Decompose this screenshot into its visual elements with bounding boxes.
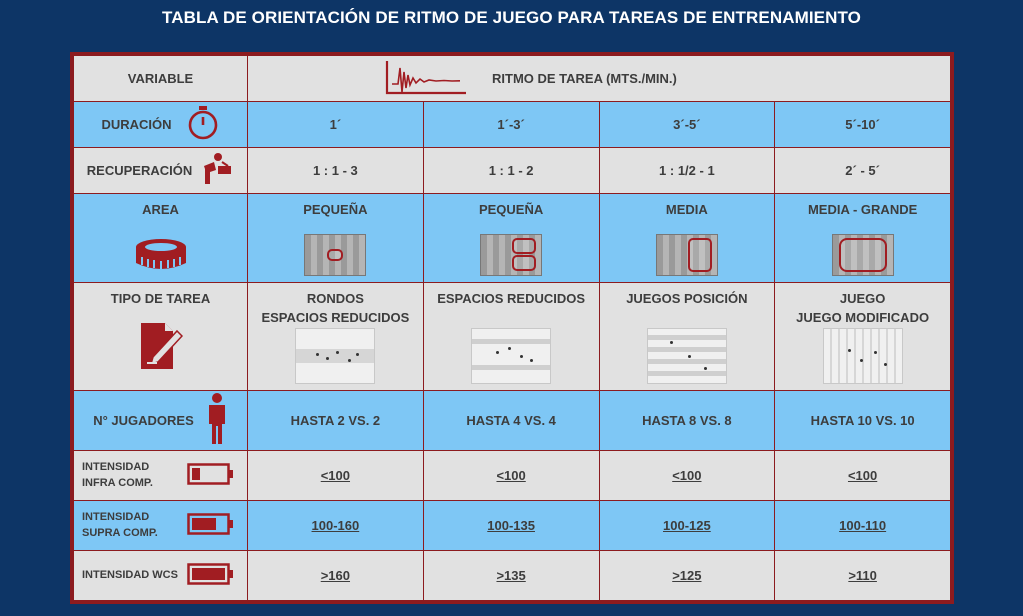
recuperacion-value: 1 : 1 - 2 bbox=[423, 148, 599, 194]
duracion-label-cell bbox=[74, 102, 248, 148]
header-variable-label: VARIABLE bbox=[127, 71, 194, 87]
field-small-double-icon bbox=[480, 234, 542, 276]
infra-label: INTENSIDAD INFRA COMP. bbox=[82, 461, 153, 490]
area-label: AREA bbox=[142, 202, 179, 218]
battery-full-icon bbox=[187, 562, 235, 589]
infra-value: <100 bbox=[423, 450, 599, 500]
recuperacion-label-cell bbox=[74, 148, 248, 194]
area-cell bbox=[775, 194, 951, 283]
header-ritmo-cell bbox=[248, 56, 951, 102]
drill-posicion-image bbox=[647, 328, 727, 384]
field-large-icon bbox=[832, 234, 894, 276]
field-small-icon bbox=[304, 234, 366, 276]
tipo-cell bbox=[423, 283, 599, 390]
infra-label-cell bbox=[74, 450, 248, 500]
jugadores-label-cell bbox=[74, 390, 248, 450]
stopwatch-icon bbox=[186, 105, 220, 144]
wcs-label: INTENSIDAD WCS bbox=[82, 569, 178, 582]
jugadores-value: HASTA 2 VS. 2 bbox=[248, 390, 424, 450]
recuperacion-value: 1 : 1 - 3 bbox=[248, 148, 424, 194]
drill-rondo-image bbox=[295, 328, 375, 384]
page-title: TABLA DE ORIENTACIÓN DE RITMO DE JUEGO PARA TAREAS DE ENTRENAMIENTO bbox=[161, 8, 861, 27]
stadium-icon bbox=[134, 237, 188, 276]
tipo-value: JUEGO MODIFICADO bbox=[796, 310, 930, 326]
duracion-label: DURACIÓN bbox=[101, 117, 172, 133]
recuperacion-value: 2´ - 5´ bbox=[775, 148, 951, 194]
tipo-label: TIPO DE TAREA bbox=[110, 291, 211, 307]
jugadores-value: HASTA 10 VS. 10 bbox=[775, 390, 951, 450]
tipo-value: RONDOS bbox=[306, 291, 364, 307]
wcs-value: >160 bbox=[248, 550, 424, 600]
area-value: PEQUEÑA bbox=[303, 202, 368, 218]
jugadores-label: N° JUGADORES bbox=[93, 412, 194, 428]
supra-label-cell bbox=[74, 500, 248, 550]
tipo-value: ESPACIOS REDUCIDOS bbox=[261, 310, 410, 326]
orientation-table bbox=[70, 52, 954, 604]
area-value: MEDIA bbox=[665, 202, 708, 218]
jugadores-value: HASTA 8 VS. 8 bbox=[599, 390, 775, 450]
duracion-value: 1´ bbox=[248, 102, 424, 148]
infra-value: <100 bbox=[775, 450, 951, 500]
drill-juego-image bbox=[823, 328, 903, 384]
drill-espacios-image bbox=[471, 328, 551, 384]
field-medium-icon bbox=[656, 234, 718, 276]
header-variable-cell bbox=[74, 56, 248, 102]
tipo-label-cell bbox=[74, 283, 248, 390]
duracion-value: 3´-5´ bbox=[599, 102, 775, 148]
waveform-icon bbox=[384, 58, 468, 99]
supra-value: 100-125 bbox=[599, 500, 775, 550]
battery-medium-icon bbox=[187, 512, 235, 539]
supra-value: 100-135 bbox=[423, 500, 599, 550]
battery-low-icon bbox=[187, 462, 235, 489]
wcs-value: >125 bbox=[599, 550, 775, 600]
resting-person-icon bbox=[200, 152, 234, 189]
recuperacion-label: RECUPERACIÓN bbox=[86, 163, 193, 179]
infra-value: <100 bbox=[248, 450, 424, 500]
supra-value: 100-160 bbox=[248, 500, 424, 550]
tipo-cell bbox=[599, 283, 775, 390]
wcs-value: >135 bbox=[423, 550, 599, 600]
area-label-cell bbox=[74, 194, 248, 283]
tipo-cell bbox=[775, 283, 951, 390]
header-ritmo-label: RITMO DE TAREA (MTS./MIN.) bbox=[492, 71, 677, 87]
wcs-label-cell bbox=[74, 550, 248, 600]
area-cell bbox=[423, 194, 599, 283]
duracion-value: 5´-10´ bbox=[775, 102, 951, 148]
supra-label: INTENSIDAD SUPRA COMP. bbox=[82, 511, 158, 540]
tipo-cell bbox=[248, 283, 424, 390]
jugadores-value: HASTA 4 VS. 4 bbox=[423, 390, 599, 450]
area-value: PEQUEÑA bbox=[478, 202, 544, 218]
person-icon bbox=[206, 392, 228, 449]
tipo-value: JUEGO bbox=[839, 291, 886, 307]
wcs-value: >110 bbox=[775, 550, 951, 600]
edit-document-icon bbox=[139, 321, 183, 374]
recuperacion-value: 1 : 1/2 - 1 bbox=[599, 148, 775, 194]
tipo-value: JUEGOS POSICIÓN bbox=[626, 291, 748, 307]
tipo-value: ESPACIOS REDUCIDOS bbox=[437, 291, 586, 307]
infra-value: <100 bbox=[599, 450, 775, 500]
area-cell bbox=[599, 194, 775, 283]
area-cell bbox=[248, 194, 424, 283]
supra-value: 100-110 bbox=[775, 500, 951, 550]
area-value: MEDIA - GRANDE bbox=[807, 202, 918, 218]
duracion-value: 1´-3´ bbox=[423, 102, 599, 148]
